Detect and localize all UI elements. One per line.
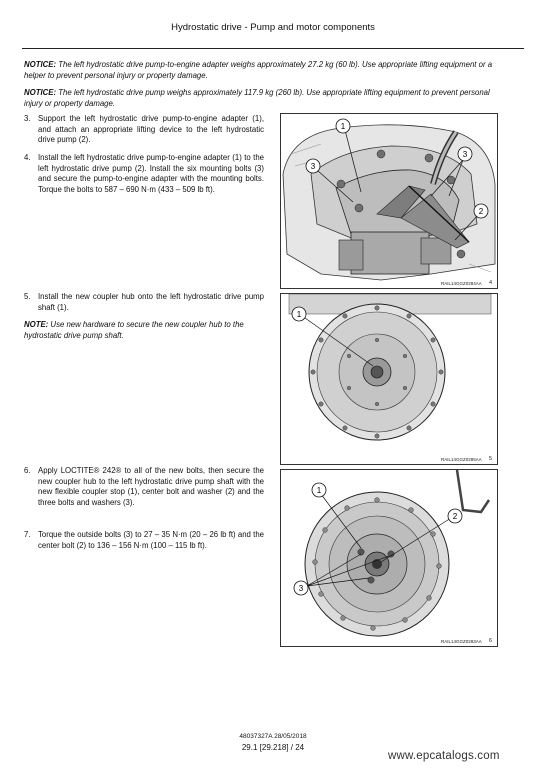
callout-3-left bbox=[306, 159, 320, 173]
step-text: Install the new coupler hub onto the left hydrostatic drive pump shaft (1). bbox=[38, 292, 264, 312]
notice-label: NOTICE: bbox=[24, 60, 57, 69]
step-number: 7. bbox=[24, 530, 31, 539]
step-number: 6. bbox=[24, 466, 31, 475]
notice-label: NOTICE: bbox=[24, 88, 57, 97]
figure-caption: RAIL14GGZ0285AA bbox=[441, 457, 482, 462]
footer-document-id: 48037327A 28/05/2018 bbox=[239, 733, 307, 740]
figure-number: 6 bbox=[489, 638, 493, 644]
note-new-hardware bbox=[24, 320, 264, 341]
step-text: Install the left hydrostatic drive pump-to-engine adapter (1) to the left hydrostatic drive pump (2). Install the six mounting bolts (3) and secure the pump-to-engine adapter with the mounting bolts. Torque the bolts to 587 – 690 N·m (433 – 509 lb ft). bbox=[38, 153, 264, 194]
step-number: 3. bbox=[24, 114, 31, 123]
coupler-hub-illustration bbox=[281, 294, 498, 465]
notice-pump-weight bbox=[24, 88, 500, 109]
notice-text: The left hydrostatic drive pump weighs approximately 117.9 kg (260 lb). Use appropriate lifting equipment to prevent personal injury or property damage. bbox=[24, 88, 490, 108]
step-number: 5. bbox=[24, 292, 31, 301]
callout-label: 3 bbox=[462, 150, 468, 159]
step-number: 4. bbox=[24, 153, 31, 162]
note-text: Use new hardware to secure the new coupler hub to the hydrostatic drive pump shaft. bbox=[24, 320, 244, 340]
callout-2 bbox=[448, 509, 462, 523]
step-6 bbox=[24, 466, 264, 508]
callout-label: 2 bbox=[478, 207, 484, 216]
figure-number: 5 bbox=[489, 456, 493, 462]
callout-label: 1 bbox=[340, 122, 346, 131]
step-text: Torque the outside bolts (3) to 27 – 35 N·m (20 – 26 lb ft) and the center bolt (2) to 136 – 156 N·m (100 – 115 lb ft). bbox=[38, 530, 264, 550]
callout-label: 1 bbox=[316, 486, 322, 495]
step-text: Support the left hydrostatic drive pump-to-engine adapter (1), and attach an appropriate lifting device to the left hydrostatic drive pump (2). bbox=[38, 114, 264, 144]
footer-page-number: 29.1 [29.218] / 24 bbox=[241, 743, 305, 752]
callout-1 bbox=[292, 307, 306, 321]
figure-coupler-hub bbox=[280, 293, 498, 465]
figure-caption: RAIL14GGZ0283AA bbox=[441, 639, 482, 644]
coupler-stop-illustration bbox=[281, 470, 498, 647]
callout-label: 3 bbox=[298, 584, 304, 593]
notice-adapter-weight bbox=[24, 60, 500, 81]
figure-number: 4 bbox=[489, 280, 493, 286]
callout-3 bbox=[294, 581, 308, 595]
step-5 bbox=[24, 292, 264, 313]
callout-1 bbox=[336, 119, 350, 133]
header-divider bbox=[22, 48, 524, 49]
page-title: Hydrostatic drive - Pump and motor components bbox=[171, 22, 375, 33]
callout-label: 2 bbox=[452, 512, 458, 521]
figure-pump-adapter bbox=[280, 113, 498, 289]
figure-caption: RAIL14GGZ0284AA bbox=[441, 281, 482, 286]
step-7 bbox=[24, 530, 264, 551]
watermark: www.epcatalogs.com bbox=[388, 750, 500, 762]
note-label: NOTE: bbox=[24, 320, 49, 329]
figure-coupler-stop bbox=[280, 469, 498, 647]
pump-adapter-illustration bbox=[281, 114, 498, 289]
notice-text: The left hydrostatic drive pump-to-engine adapter weighs approximately 27.2 kg (60 lb). Use appropriate lifting equipment or a helper to prevent personal injury or property damage. bbox=[24, 60, 493, 80]
callout-label: 1 bbox=[296, 310, 302, 319]
callout-2 bbox=[474, 204, 488, 218]
step-4 bbox=[24, 153, 264, 195]
callout-3-right bbox=[458, 147, 472, 161]
step-text: Apply LOCTITE® 242® to all of the new bolts, then secure the new coupler hub to the left hydrostatic drive pump shaft with the new flexible coupler stop (1), center bolt and washer (2) and the three bolts and washers (3). bbox=[38, 466, 264, 507]
step-3 bbox=[24, 114, 264, 146]
callout-label: 3 bbox=[310, 162, 316, 171]
callout-1 bbox=[312, 483, 326, 497]
